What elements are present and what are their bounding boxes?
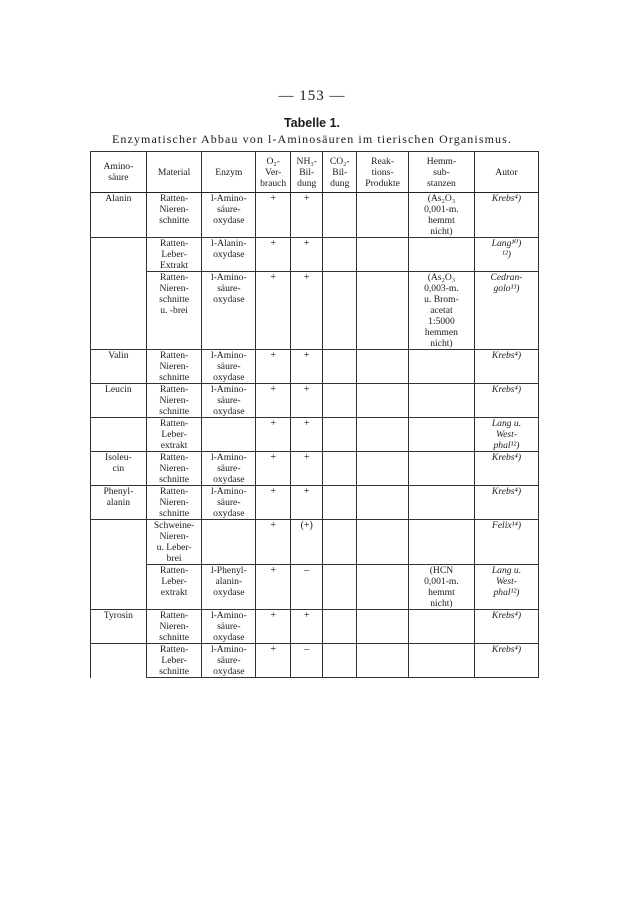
- header-material: Material: [146, 152, 202, 193]
- cell-reak: [357, 486, 409, 520]
- cell-nh3: +: [291, 384, 323, 418]
- cell-nh3: +: [291, 238, 323, 272]
- cell-o2: +: [256, 193, 291, 238]
- cell-material: Ratten- Nieren- schnitte: [146, 452, 202, 486]
- cell-nh3: +: [291, 486, 323, 520]
- cell-hemm: [408, 610, 474, 644]
- cell-reak: [357, 452, 409, 486]
- cell-nh3: +: [291, 193, 323, 238]
- cell-co2: [323, 384, 357, 418]
- table-row: [91, 193, 539, 238]
- cell-reak: [357, 238, 409, 272]
- cell-o2: +: [256, 565, 291, 610]
- cell-material: Ratten- Leber- extrakt: [146, 418, 202, 452]
- cell-material: Ratten- Nieren- schnitte: [146, 610, 202, 644]
- table-body: [91, 193, 539, 678]
- table-row: [91, 418, 539, 452]
- cell-autor: Cedran- golo¹³): [474, 272, 538, 350]
- cell-nh3: +: [291, 452, 323, 486]
- cell-hemm: [408, 350, 474, 384]
- cell-hemm: [408, 486, 474, 520]
- cell-hemm: (As₂O₃ 0,001-m. hemmt nicht): [408, 193, 474, 238]
- cell-material: Ratten- Nieren- schnitte: [146, 384, 202, 418]
- header-autor: Autor: [474, 152, 538, 193]
- cell-enzym: l-Amino- säure- oxydase: [202, 272, 256, 350]
- cell-reak: [357, 193, 409, 238]
- cell-amino: [91, 238, 147, 272]
- cell-amino: Alanin: [91, 193, 147, 238]
- table-row: [91, 644, 539, 678]
- cell-autor: Felix¹⁴): [474, 520, 538, 565]
- header-reak: Reak- tions- Produkte: [357, 152, 409, 193]
- cell-hemm: [408, 418, 474, 452]
- cell-co2: [323, 418, 357, 452]
- cell-nh3: –: [291, 565, 323, 610]
- cell-enzym: [202, 418, 256, 452]
- cell-autor: Krebs⁴): [474, 350, 538, 384]
- cell-nh3: (+): [291, 520, 323, 565]
- cell-hemm: [408, 644, 474, 678]
- cell-o2: +: [256, 418, 291, 452]
- cell-autor: Lang u. West- phal¹²): [474, 565, 538, 610]
- cell-autor: Lang¹⁰) ¹²): [474, 238, 538, 272]
- cell-o2: +: [256, 452, 291, 486]
- table-row: [91, 384, 539, 418]
- cell-material: Ratten- Leber- Extrakt: [146, 238, 202, 272]
- cell-material: Ratten- Nieren- schnitte: [146, 193, 202, 238]
- cell-reak: [357, 272, 409, 350]
- table-row: [91, 610, 539, 644]
- table-caption: Enzymatischer Abbau von l-Aminosäuren im tierischen Organismus.: [111, 132, 512, 146]
- header-hemm: Hemm- sub- stanzen: [408, 152, 474, 193]
- cell-material: Ratten- Nieren- schnitte: [146, 350, 202, 384]
- cell-amino: [91, 565, 147, 610]
- cell-co2: [323, 644, 357, 678]
- header-o2: O₂- Ver- brauch: [256, 152, 291, 193]
- cell-reak: [357, 384, 409, 418]
- cell-co2: [323, 565, 357, 610]
- cell-co2: [323, 452, 357, 486]
- cell-amino: Valin: [91, 350, 147, 384]
- cell-nh3: +: [291, 610, 323, 644]
- table-row: [91, 272, 539, 350]
- cell-enzym: l-Amino- säure- oxydase: [202, 644, 256, 678]
- table-row: [91, 520, 539, 565]
- cell-reak: [357, 418, 409, 452]
- cell-amino: [91, 644, 147, 678]
- cell-reak: [357, 350, 409, 384]
- cell-enzym: l-Amino- säure- oxydase: [202, 193, 256, 238]
- cell-reak: [357, 565, 409, 610]
- table-row: [91, 565, 539, 610]
- cell-hemm: (As₂O₃ 0,003-m. u. Brom- acetat 1:5000 hemmen nicht): [408, 272, 474, 350]
- cell-hemm: [408, 452, 474, 486]
- cell-amino: [91, 418, 147, 452]
- cell-autor: Krebs⁴): [474, 644, 538, 678]
- cell-o2: +: [256, 272, 291, 350]
- table-row: [91, 486, 539, 520]
- cell-autor: Krebs⁴): [474, 486, 538, 520]
- cell-o2: +: [256, 610, 291, 644]
- cell-nh3: –: [291, 644, 323, 678]
- header-nh3: NH₃- Bil- dung: [291, 152, 323, 193]
- cell-amino: [91, 520, 147, 565]
- cell-material: Schweine- Nieren- u. Leber- brei: [146, 520, 202, 565]
- cell-co2: [323, 350, 357, 384]
- enzyme-table: [90, 151, 539, 678]
- cell-co2: [323, 238, 357, 272]
- cell-enzym: l-Amino- säure- oxydase: [202, 452, 256, 486]
- table-header-row: [91, 152, 539, 193]
- header-enzym: Enzym: [202, 152, 256, 193]
- cell-o2: +: [256, 486, 291, 520]
- cell-co2: [323, 610, 357, 644]
- cell-nh3: +: [291, 350, 323, 384]
- cell-nh3: +: [291, 418, 323, 452]
- cell-enzym: l-Amino- säure- oxydase: [202, 384, 256, 418]
- cell-enzym: l-Amino- säure- oxydase: [202, 486, 256, 520]
- cell-reak: [357, 610, 409, 644]
- cell-amino: Leucin: [91, 384, 147, 418]
- cell-o2: +: [256, 350, 291, 384]
- cell-nh3: +: [291, 272, 323, 350]
- cell-autor: Krebs⁴): [474, 610, 538, 644]
- cell-hemm: [408, 238, 474, 272]
- header-co2: CO₂- Bil- dung: [323, 152, 357, 193]
- page-number: — 153 —: [278, 88, 346, 104]
- cell-material: Ratten- Nieren- schnitte u. -brei: [146, 272, 202, 350]
- cell-material: Ratten- Nieren- schnitte: [146, 486, 202, 520]
- cell-o2: +: [256, 384, 291, 418]
- cell-material: Ratten- Leber- extrakt: [146, 565, 202, 610]
- cell-co2: [323, 486, 357, 520]
- cell-autor: Krebs⁴): [474, 384, 538, 418]
- cell-enzym: l-Phenyl- alanin- oxydase: [202, 565, 256, 610]
- cell-hemm: [408, 520, 474, 565]
- cell-amino: [91, 272, 147, 350]
- cell-co2: [323, 193, 357, 238]
- cell-co2: [323, 520, 357, 565]
- cell-amino: Tyrosin: [91, 610, 147, 644]
- cell-autor: Lang u. West- phal¹²): [474, 418, 538, 452]
- cell-o2: +: [256, 644, 291, 678]
- cell-reak: [357, 644, 409, 678]
- table-title: Tabelle 1.: [283, 116, 341, 130]
- cell-o2: +: [256, 238, 291, 272]
- cell-autor: Krebs⁴): [474, 193, 538, 238]
- cell-enzym: l-Amino- säure- oxydase: [202, 350, 256, 384]
- cell-co2: [323, 272, 357, 350]
- cell-autor: Krebs⁴): [474, 452, 538, 486]
- cell-reak: [357, 520, 409, 565]
- cell-enzym: l-Amino- säure- oxydase: [202, 610, 256, 644]
- table-row: [91, 238, 539, 272]
- cell-hemm: (HCN 0,001-m. hemmt nicht): [408, 565, 474, 610]
- cell-amino: Phenyl- alanin: [91, 486, 147, 520]
- cell-amino: Isoleu- cin: [91, 452, 147, 486]
- table-row: [91, 350, 539, 384]
- cell-enzym: l-Alanin- oxydase: [202, 238, 256, 272]
- header-amino: Amino- säure: [91, 152, 147, 193]
- cell-hemm: [408, 384, 474, 418]
- table-row: [91, 452, 539, 486]
- cell-material: Ratten- Leber- schnitte: [146, 644, 202, 678]
- cell-o2: +: [256, 520, 291, 565]
- cell-enzym: [202, 520, 256, 565]
